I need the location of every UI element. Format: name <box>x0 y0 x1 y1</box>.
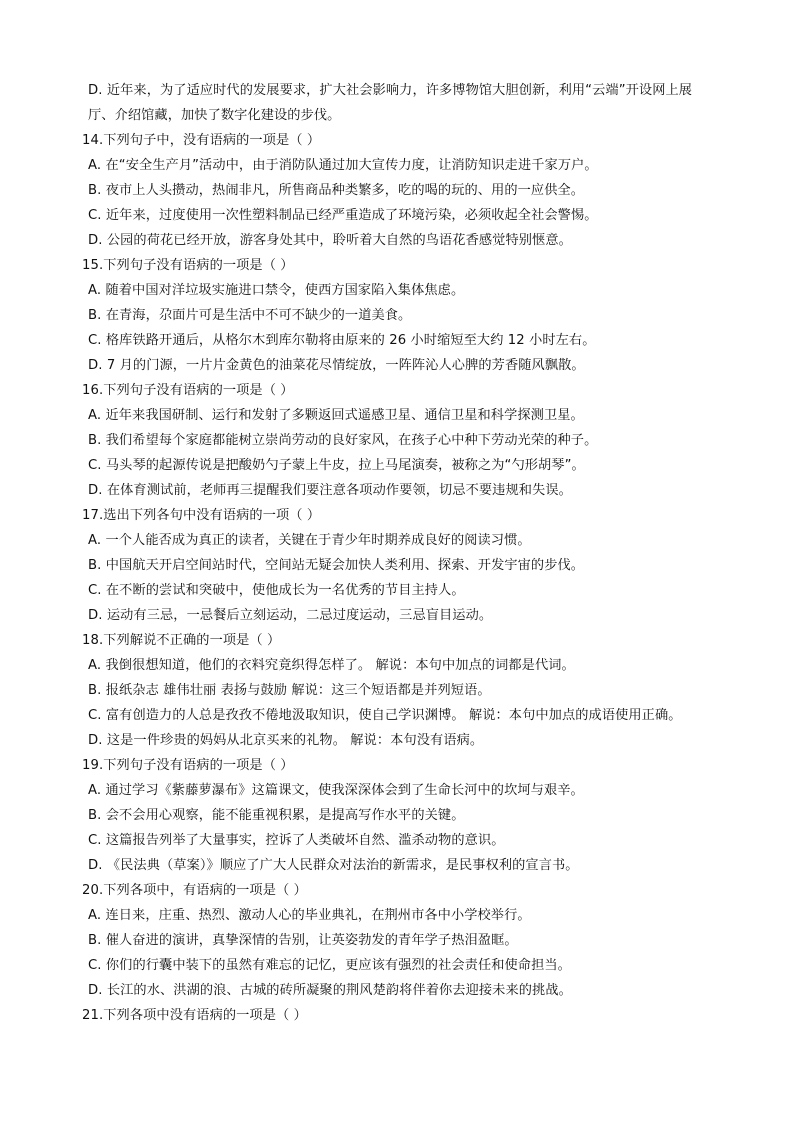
question-stem-16: 16.下列句子没有语病的一项是（ ） <box>82 383 294 398</box>
option-18-b: B. 报纸杂志 雄伟壮丽 表扬与鼓励 解说：这三个短语都是并列短语。 <box>88 683 491 698</box>
option-19-b: B. 会不会用心观察，能不能重视积累，是提高写作水平的关键。 <box>88 808 465 823</box>
option-15-d: D. 7 月的门源，一片片金黄色的油菜花尽情绽放，一阵阵沁人心脾的芳香随风飘散。 <box>88 358 585 373</box>
option-14-d: D. 公园的荷花已经开放，游客身处其中，聆听着大自然的鸟语花香感觉特别惬意。 <box>88 233 572 248</box>
option-18-c: C. 富有创造力的人总是孜孜不倦地汲取知识，使自己学识渊博。 解说：本句中加点的成语使用正确。 <box>88 708 682 723</box>
option-14-b: B. 夜市上人头攒动，热闹非凡，所售商品种类繁多，吃的喝的玩的、用的一应供全。 <box>88 183 585 198</box>
option-19-c: C. 这篇报告列举了大量事实，控诉了人类破坏自然、滥杀动物的意识。 <box>88 833 505 848</box>
option-17-c: C. 在不断的尝试和突破中，使他成长为一名优秀的节目主持人。 <box>88 583 465 598</box>
option-14-a: A. 在“安全生产月”活动中，由于消防队通过加大宣传力度，让消防知识走进千家万户。 <box>88 158 598 173</box>
option-16-b: B. 我们希望每个家庭都能树立崇尚劳动的良好家风，在孩子心中种下劳动光荣的种子。 <box>88 433 598 448</box>
option-16-a: A. 近年来我国研制、运行和发射了多颗返回式遥感卫星、通信卫星和科学探测卫星。 <box>88 408 584 423</box>
question-stem-18: 18.下列解说不正确的一项是（ ） <box>82 633 281 648</box>
option-14-c: C. 近年来，过度使用一次性塑料制品已经严重造成了环境污染，必须收起全社会警惕。 <box>88 208 598 223</box>
option-18-d: D. 这是一件珍贵的妈妈从北京买来的礼物。 解说：本句没有语病。 <box>88 733 484 748</box>
intro-option-line-2: 厅、介绍馆藏，加快了数字化建设的步伐。 <box>88 108 341 123</box>
option-20-b: B. 催人奋进的演讲，真挚深情的告别，让英姿勃发的青年学子热泪盈眶。 <box>88 933 518 948</box>
option-19-a: A. 通过学习《紫藤萝瀑布》这篇课文，使我深深体会到了生命长河中的坎坷与艰辛。 <box>88 783 584 798</box>
option-15-c: C. 格库铁路开通后，从格尔木到库尔勒将由原来的 26 小时缩短至大约 12 小时左右。 <box>88 333 596 348</box>
intro-option-line-1: D. 近年来，为了适应时代的发展要求，扩大社会影响力，许多博物馆大胆创新，利用“云端”开设网上展 <box>88 83 693 98</box>
question-stem-21: 21.下列各项中没有语病的一项是（ ） <box>82 1008 307 1023</box>
option-17-d: D. 运动有三忌，一忌餐后立刻运动，二忌过度运动，三忌盲目运动。 <box>88 608 493 623</box>
option-19-d: D. 《民法典（草案）》顺应了广大人民群众对法治的新需求，是民事权利的宣言书。 <box>88 858 579 873</box>
option-16-c: C. 马头琴的起源传说是把酸奶勺子蒙上牛皮，拉上马尾演奏，被称之为“勺形胡琴”。 <box>88 458 585 473</box>
option-18-a: A. 我倒很想知道，他们的衣料究竟织得怎样了。 解说：本句中加点的词都是代词。 <box>88 658 575 673</box>
option-17-a: A. 一个人能否成为真正的读者，关键在于青少年时期养成良好的阅读习惯。 <box>88 533 531 548</box>
question-stem-14: 14.下列句子中，没有语病的一项是（ ） <box>82 133 321 148</box>
question-stem-19: 19.下列句子没有语病的一项是（ ） <box>82 758 294 773</box>
question-list <box>82 78 722 1028</box>
question-stem-17: 17.选出下列各句中没有语病的一项（ ） <box>82 508 321 523</box>
option-16-d: D. 在体育测试前，老师再三提醒我们要注意各项动作要领，切忌不要违规和失误。 <box>88 483 572 498</box>
option-20-c: C. 你们的行囊中装下的虽然有难忘的记忆，更应该有强烈的社会责任和使命担当。 <box>88 958 571 973</box>
question-stem-20: 20.下列各项中，有语病的一项是（ ） <box>82 883 307 898</box>
option-15-a: A. 随着中国对洋垃圾实施进口禁令，使西方国家陷入集体焦虑。 <box>88 283 465 298</box>
option-15-b: B. 在青海，尕面片可是生活中不可不缺少的一道美食。 <box>88 308 412 323</box>
option-20-a: A. 连日来，庄重、热烈、激动人心的毕业典礼，在荆州市各中小学校举行。 <box>88 908 531 923</box>
option-20-d: D. 长江的水、洪湖的浪、古城的砖所凝聚的荆风楚韵将伴着你去迎接未来的挑战。 <box>88 983 572 998</box>
option-17-b: B. 中国航天开启空间站时代，空间站无疑会加快人类利用、探索、开发宇宙的步伐。 <box>88 558 585 573</box>
question-stem-15: 15.下列句子没有语病的一项是（ ） <box>82 258 294 273</box>
